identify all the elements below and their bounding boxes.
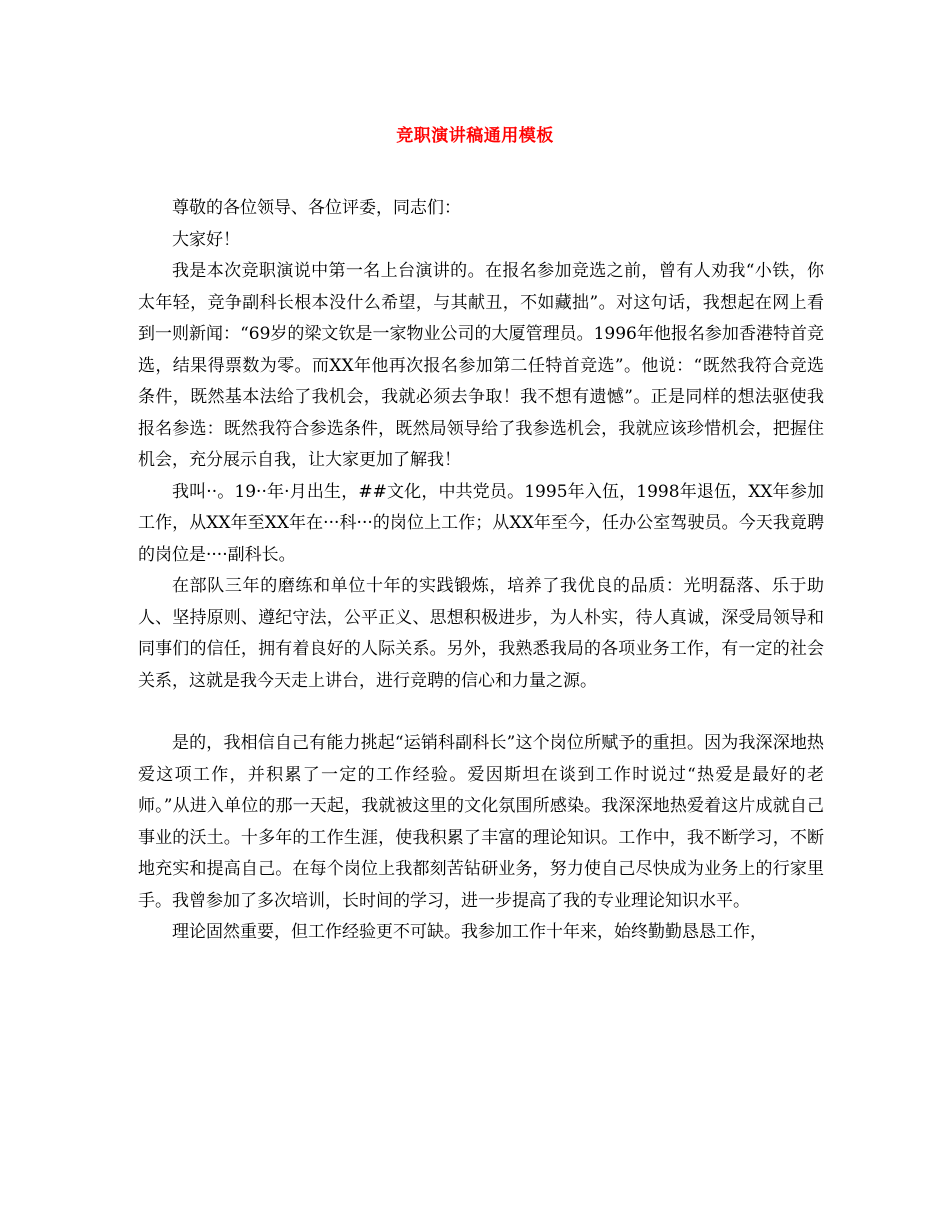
document-title: 竞职演讲稿通用模板 — [396, 126, 554, 146]
greeting-paragraph: 大家好！ — [172, 229, 240, 250]
body-paragraph: 我是本次竞职演说中第一名上台演讲的。在报名参加竞选之前，曾有人劝我“小铁，你太年轻，竞争副科长根本没什么希望，与其献丑，不如藏拙”。对这句话，我想起在网上看到一则新闻：“69岁的梁文钦是一家物业公司的大厦管理员。1996年他报名参加香港特首竞选，结果得票数为零。而XX年他再次报名参加第二任特首竞选”。他说：“既然我符合竞选条件，既然基本法给了我机会，我就必须去争取！我不想有遗憾”。正是同样的想法驱使我报名参选：既然我符合参选条件，既然局领导给了我参选机会，我就应该珍惜机会，把握住机会，充分展示自我，让大家更加了解我！ — [138, 261, 824, 470]
document-body — [138, 193, 824, 949]
body-paragraph: 是的，我相信自己有能力挑起“运销科副科长”这个岗位所赋予的重担。因为我深深地热爱这项工作，并积累了一定的工作经验。爱因斯坦在谈到工作时说过“热爱是最好的老师。”从进入单位的那一天起，我就被这里的文化氛围所感染。我深深地热爱着这片成就自己事业的沃土。十多年的工作生涯，使我积累了丰富的理论知识。工作中，我不断学习，不断地充实和提高自己。在每个岗位上我都刻苦钻研业务，努力使自己尽快成为业务上的行家里手。我曾参加了多次培训，长时间的学习，进一步提高了我的专业理论知识水平。 — [138, 733, 824, 911]
body-paragraph: 我叫··。19··年·月出生，##文化，中共党员。1995年入伍，1998年退伍，XX年参加工作，从XX年至XX年在···科···的岗位上工作；从XX年至今，任办公室驾驶员。今天我竟聘的岗位是····副科长。 — [138, 481, 824, 565]
body-paragraph: 在部队三年的磨练和单位十年的实践锻炼，培养了我优良的品质：光明磊落、乐于助人、坚持原则、遵纪守法，公平正义、思想积极进步，为人朴实，待人真诚，深受局领导和同事们的信任，拥有着良好的人际关系。另外，我熟悉我局的各项业务工作，有一定的社会关系，这就是我今天走上讲台，进行竞聘的信心和力量之源。 — [138, 576, 824, 691]
salutation-paragraph: 尊敬的各位领导、各位评委，同志们： — [172, 198, 461, 218]
body-paragraph: 理论固然重要，但工作经验更不可缺。我参加工作十年来，始终勤勤恳恳工作， — [172, 922, 767, 942]
